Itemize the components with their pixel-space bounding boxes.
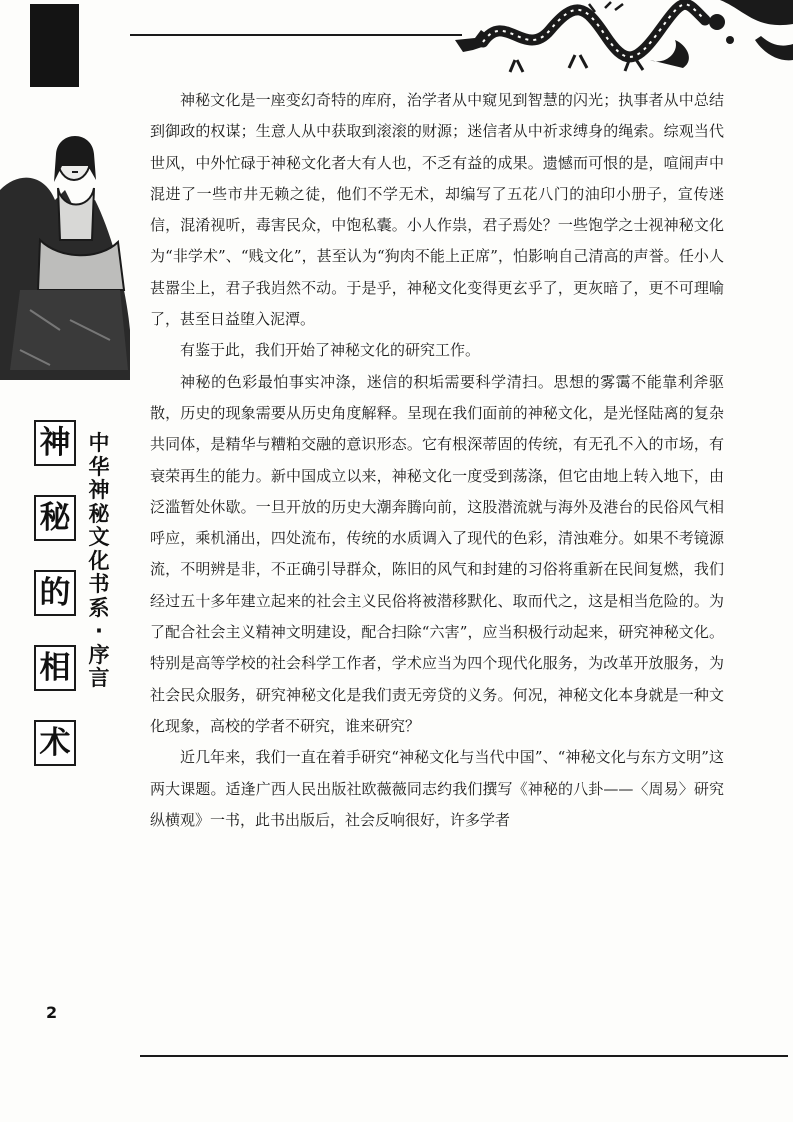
book-title [34, 420, 80, 795]
series-title: 中华神秘文化书系·序言 [88, 431, 110, 690]
page-number: 2 [46, 1003, 58, 1022]
bottom-rule-line [140, 1055, 788, 1057]
paragraph: 神秘文化是一座变幻奇特的库府，治学者从中窥见到智慧的闪光；执事者从中总结到御政的权谋；生意人从中获取到滚滚的财源；迷信者从中祈求缚身的绳索。综观当代世风，中外忙碌于神秘文化者大有人也，不乏有益的成果。遗憾而可恨的是，喧闹声中混进了一些市井无赖之徒，他们不学无术，却编写了五花八门的油印小册子，宣传迷信，混淆视听，毒害民众，中饱私囊。小人作祟，君子焉处？一些饱学之士视神秘文化为“非学术”、“贱文化”，甚至认为“狗肉不能上正席”，怕影响自己清高的声誉。任小人甚嚣尘上，君子我岿然不动。于是乎，神秘文化变得更玄乎了，更灰暗了，更不可理喻了，甚至日益堕入泥潭。 [150, 91, 724, 329]
preface-body [150, 85, 724, 836]
book-title-char: 的 [34, 570, 76, 616]
book-title-char: 相 [34, 645, 76, 691]
paragraph: 近几年来，我们一直在着手研究“神秘文化与当代中国”、“神秘文化与东方文明”这两大课题。适逢广西人民出版社欧薇薇同志约我们撰写《神秘的八卦——〈周易〉研究纵横观》一书，此书出版后，社会反响很好，许多学者 [150, 748, 724, 829]
paragraph: 神秘的色彩最怕事实冲涤，迷信的积垢需要科学清扫。思想的雾霭不能靠利斧驱散，历史的现象需要从历史角度解释。呈现在我们面前的神秘文化，是光怪陆离的复杂共同体，是精华与糟粕交融的意识形态。它有根深蒂固的传统，有无孔不入的市场，有衰荣再生的能力。新中国成立以来，神秘文化一度受到荡涤，但它由地上转入地下，由泛滥暂处休歇。一旦开放的历史大潮奔腾向前，这股潜流就与海外及港台的民俗风气相呼应，乘机涌出，四处流布，传统的水质调入了现代的色彩，清浊难分。如果不考镜源流，不明辨是非，不正确引导群众，陈旧的风气和封建的习俗将重新在民间复燃，我们经过五十多年建立起来的社会主义民俗将被潜移默化、取而代之，这是相当危险的。为了配合社会主义精神文明建设，配合扫除“六害”，应当积极行动起来，研究神秘文化。特别是高等学校的社会科学工作者，学术应当为四个现代化服务，为改革开放服务，为社会民众服务，研究神秘文化是我们责无旁贷的义务。何况，神秘文化本身就是一种文化现象，高校的学者不研究，谁来研究？ [150, 372, 724, 735]
book-title-char: 术 [34, 720, 76, 766]
book-title-char: 神 [34, 420, 76, 466]
dragon-illustration [455, 0, 793, 75]
portrait-illustration [0, 130, 130, 380]
corner-black-block [30, 4, 79, 87]
top-rule-line [130, 34, 462, 36]
book-title-char: 秘 [34, 495, 76, 541]
paragraph: 有鉴于此，我们开始了神秘文化的研究工作。 [180, 341, 481, 360]
